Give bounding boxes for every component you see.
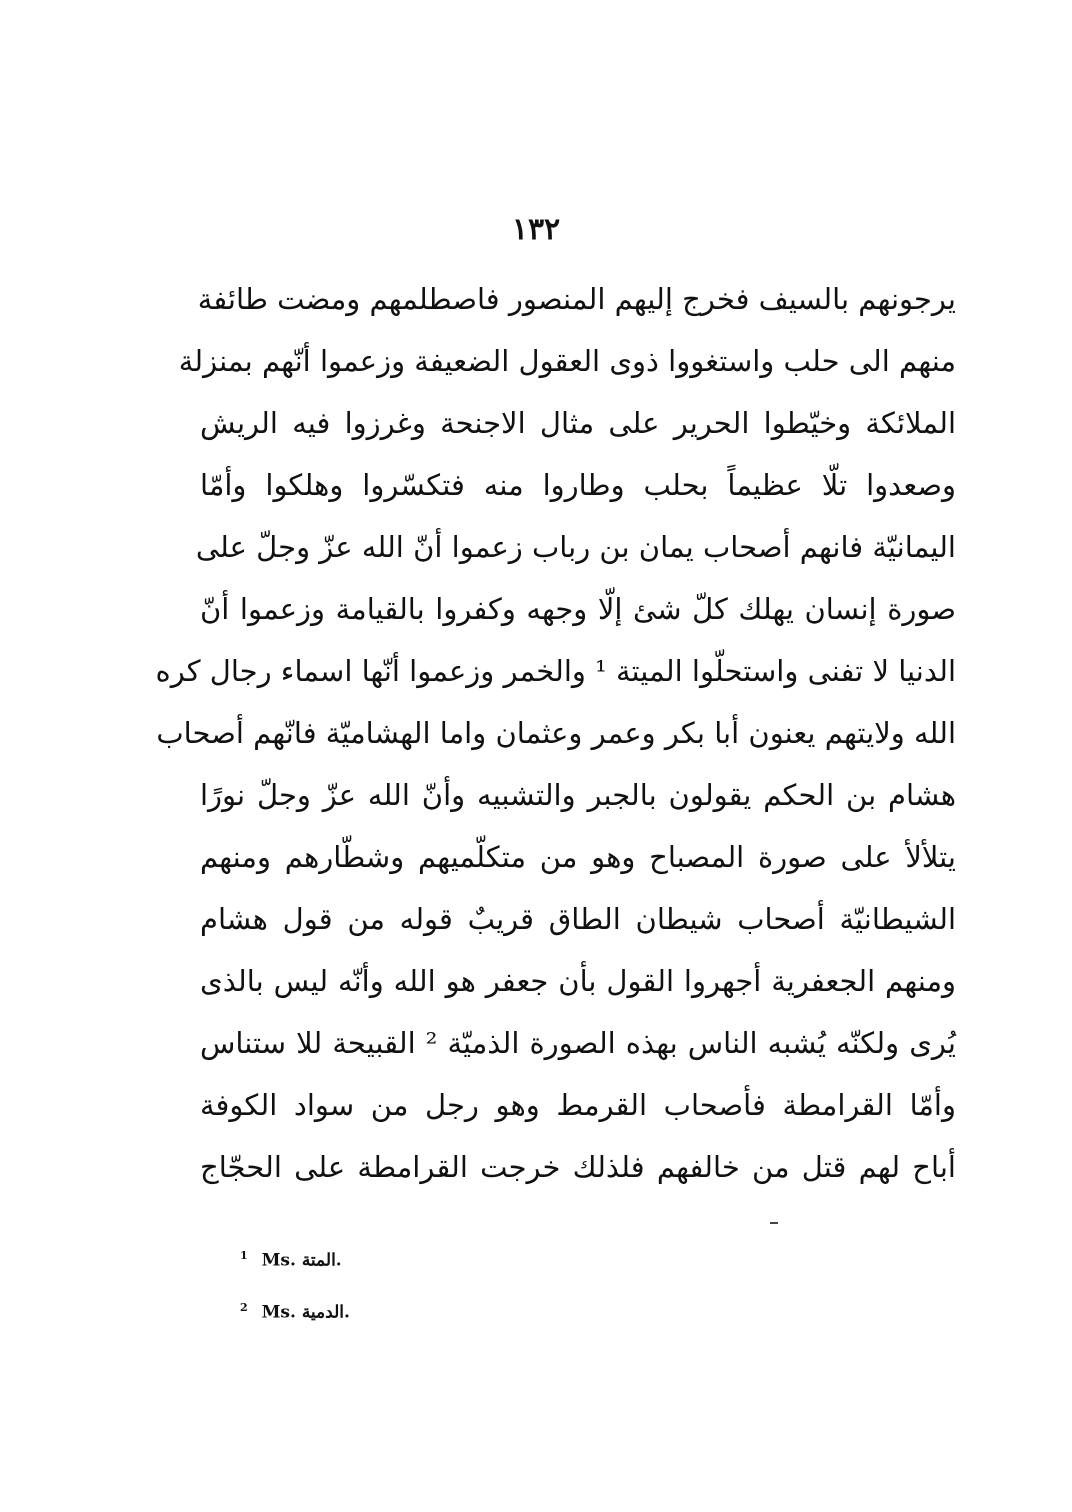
text-line: يتلألأ على صورة المصباح وهو من متكلّميهم وشطّارهم ومنهم — [200, 840, 956, 874]
page-number: ١٣٢ — [511, 212, 561, 247]
text-line: هشام بن الحكم يقولون بالجبر والتشبيه وأنّ الله عزّ وجلّ نورًا — [200, 778, 956, 812]
text-line: الملائكة وخيّطوا الحرير على مثال الاجنحة وغرزوا فيه الريش — [200, 406, 956, 440]
footnote-1 — [240, 1230, 640, 1282]
text-line: يرجونهم بالسيف فخرج إليهم المنصور فاصطلمهم ومضت طائفة — [197, 282, 956, 316]
text-line: يُرى ولكنّه يُشبه الناس بهذه الصورة الذميّة ² القبيحة للا ستناس — [200, 1026, 956, 1060]
text-line: أباح لهم قتل من خالفهم فلذلك خرجت القرامطة على الحجّاج — [200, 1150, 956, 1184]
text-line: وأمّا القرامطة فأصحاب القرمط وهو رجل من سواد الكوفة — [200, 1088, 956, 1122]
text-line: وصعدوا تلّا عظيماً بحلب وطاروا منه فتكسّروا وهلكوا وأمّا — [200, 468, 956, 502]
text-line: صورة إنسان يهلك كلّ شئ إلّا وجهه وكفروا بالقيامة وزعموا أنّ — [200, 592, 956, 626]
text-line: اليمانيّة فانهم أصحاب يمان بن رباب زعموا أنّ الله عزّ وجلّ على — [195, 530, 956, 564]
text-line: الشيطانيّة أصحاب شيطان الطاق قريبٌ قوله من قول هشام — [200, 902, 956, 936]
footnote-number: 1 — [240, 1249, 248, 1262]
footnote-suffix: . — [335, 1250, 342, 1271]
footnote-divider — [770, 1222, 778, 1224]
footnote-word: المتة — [301, 1250, 336, 1271]
text-line: الدنيا لا تفنى واستحلّوا الميتة ¹ والخمر وزعموا أنّها اسماء رجال كره — [155, 654, 956, 688]
footnote-suffix: . — [344, 1302, 350, 1323]
footnotes — [240, 1230, 640, 1334]
text-line: منهم الى حلب واستغووا ذوى العقول الضعيفة وزعموا أنّهم بمنزلة — [178, 344, 956, 378]
footnote-word: الدمية — [301, 1302, 344, 1323]
footnote-2 — [240, 1282, 640, 1334]
text-line: الله ولايتهم يعنون أبا بكر وعمر وعثمان واما الهشاميّة فانّهم أصحاب — [156, 716, 956, 750]
footnote-prefix: Ms. — [261, 1250, 296, 1271]
body-text — [155, 268, 956, 1198]
footnote-prefix: Ms. — [261, 1302, 296, 1323]
footnote-number: 2 — [240, 1301, 248, 1314]
text-line: ومنهم الجعفرية أجهروا القول بأن جعفر هو الله وأنّه ليس بالذى — [200, 964, 956, 998]
